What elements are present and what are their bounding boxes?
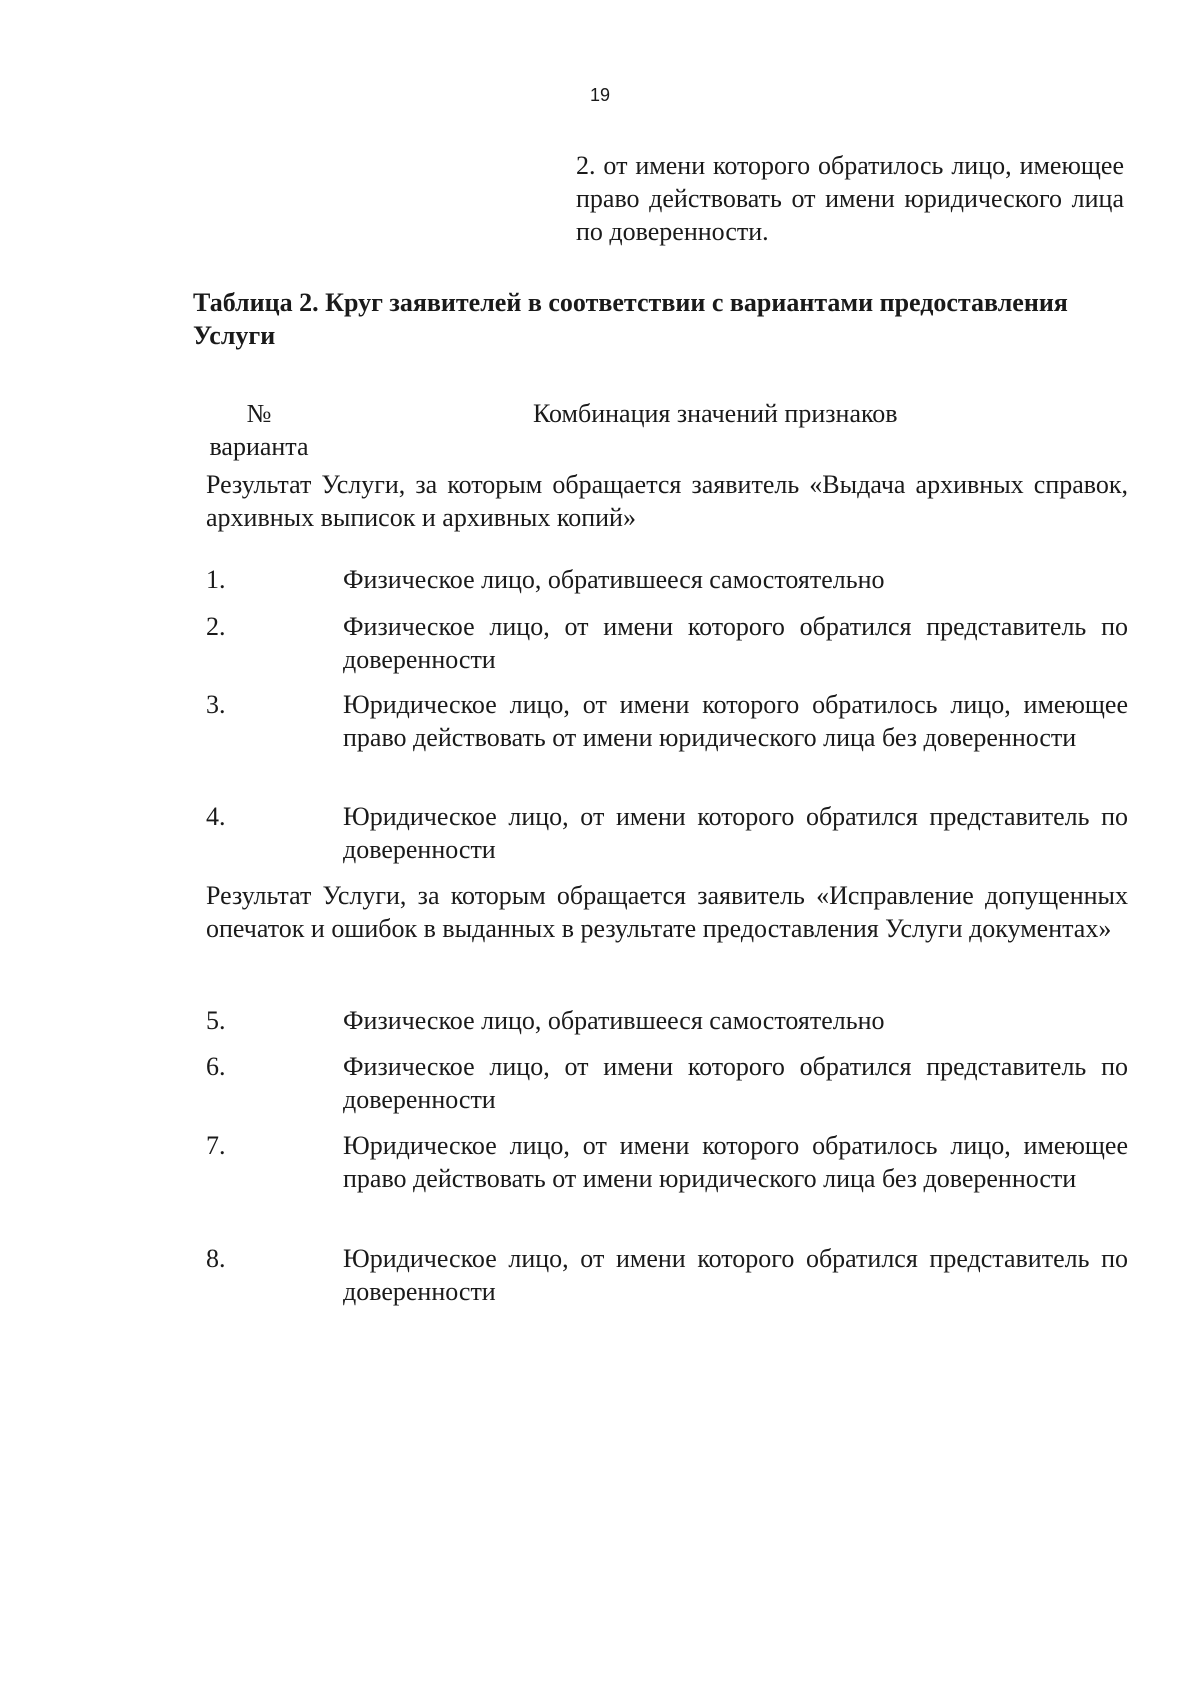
section-result-heading: Результат Услуги, за которым обращается заявитель «Выдача архивных справок, архивных выписок и архивных копий» [206, 470, 1128, 532]
variant-description: Юридическое лицо, от имени которого обратился представитель по доверенности [343, 802, 1128, 864]
variant-number: 8. [206, 1244, 226, 1273]
variant-description: Юридическое лицо, от имени которого обратилось лицо, имеющее право действовать от имени юридического лица без доверенности [343, 1131, 1128, 1193]
section-result-heading: Результат Услуги, за которым обращается заявитель «Исправление допущенных опечаток и ошибок в выданных в результате предоставления Услуги документах» [206, 881, 1128, 943]
continuation-paragraph: 2. от имени которого обратилось лицо, имеющее право действовать от имени юридического лица по доверенности. [576, 151, 1124, 246]
variant-number: 2. [206, 612, 226, 641]
variant-description: Юридическое лицо, от имени которого обратилось лицо, имеющее право действовать от имени юридического лица без доверенности [343, 690, 1128, 752]
variant-description: Физическое лицо, от имени которого обратился представитель по доверенности [343, 1052, 1128, 1114]
variant-number: 1. [206, 565, 226, 594]
variant-description: Юридическое лицо, от имени которого обратился представитель по доверенности [343, 1244, 1128, 1306]
variant-number: 4. [206, 802, 226, 831]
variant-number: 6. [206, 1052, 226, 1081]
variant-number: 7. [206, 1131, 226, 1160]
variant-description: Физическое лицо, обратившееся самостоятельно [343, 1006, 885, 1035]
column-header-combination: Комбинация значений признаков [533, 399, 898, 428]
variant-description: Физическое лицо, от имени которого обратился представитель по доверенности [343, 612, 1128, 674]
variant-number: 3. [206, 690, 226, 719]
variant-description: Физическое лицо, обратившееся самостоятельно [343, 565, 885, 594]
page-number: 19 [589, 85, 611, 105]
variant-number: 5. [206, 1006, 226, 1035]
column-header-variant-number: № варианта [209, 399, 309, 461]
table-title: Таблица 2. Круг заявителей в соответствии с вариантами предоставления Услуги [193, 288, 1068, 350]
